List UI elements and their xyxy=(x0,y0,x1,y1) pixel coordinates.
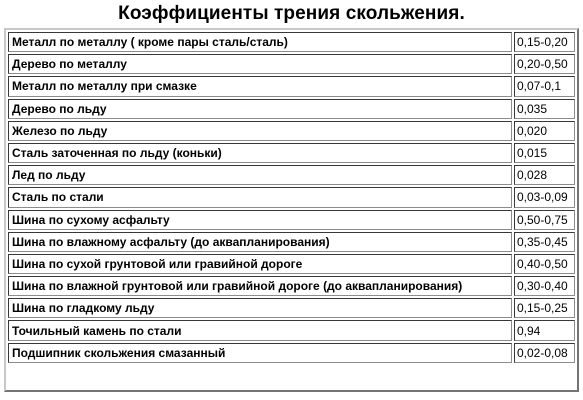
coefficient-cell: 0,020 xyxy=(514,121,575,141)
material-cell: Шина по гладкому льду xyxy=(8,298,512,318)
material-cell: Шина по влажной грунтовой или гравийной дороге (до аквапланирования) xyxy=(8,276,512,296)
material-cell: Подшипник скольжения смазанный xyxy=(8,343,512,363)
table-row xyxy=(8,165,575,185)
page-title: Коэффициенты трения скольжения. xyxy=(118,3,465,24)
material-cell: Дерево по льду xyxy=(8,99,512,119)
coefficient-cell: 0,015 xyxy=(514,143,575,163)
table-row xyxy=(8,121,575,141)
material-cell: Металл по металлу при смазке xyxy=(8,76,512,96)
coefficient-cell: 0,50-0,75 xyxy=(514,210,575,230)
table-row xyxy=(8,32,575,52)
material-cell: Шина по влажному асфальту (до аквапланирования) xyxy=(8,232,512,252)
table-row xyxy=(8,54,575,74)
material-cell: Шина по сухому асфальту xyxy=(8,210,512,230)
table-row xyxy=(8,298,575,318)
coefficient-cell: 0,03-0,09 xyxy=(514,187,575,207)
table-row xyxy=(8,99,575,119)
coefficient-cell: 0,028 xyxy=(514,165,575,185)
table-row xyxy=(8,210,575,230)
coefficient-cell: 0,07-0,1 xyxy=(514,76,575,96)
material-cell: Точильный камень по стали xyxy=(8,320,512,340)
material-cell: Шина по сухой грунтовой или гравийной дороге xyxy=(8,254,512,274)
coefficient-cell: 0,30-0,40 xyxy=(514,276,575,296)
table-row xyxy=(8,320,575,340)
coefficient-cell: 0,15-0,25 xyxy=(514,298,575,318)
coefficient-cell: 0,20-0,50 xyxy=(514,54,575,74)
material-cell: Сталь по стали xyxy=(8,187,512,207)
material-cell: Сталь заточенная по льду (коньки) xyxy=(8,143,512,163)
table-row xyxy=(8,232,575,252)
table-row xyxy=(8,187,575,207)
table-row xyxy=(8,254,575,274)
friction-table xyxy=(4,28,579,392)
table-row xyxy=(8,276,575,296)
coefficient-cell: 0,35-0,45 xyxy=(514,232,575,252)
material-cell: Железо по льду xyxy=(8,121,512,141)
material-cell: Металл по металлу ( кроме пары сталь/сталь) xyxy=(8,32,512,52)
coefficient-cell: 0,02-0,08 xyxy=(514,343,575,363)
coefficient-cell: 0,40-0,50 xyxy=(514,254,575,274)
material-cell: Дерево по металлу xyxy=(8,54,512,74)
table-row xyxy=(8,76,575,96)
table-row xyxy=(8,343,575,363)
coefficient-cell: 0,94 xyxy=(514,320,575,340)
material-cell: Лед по льду xyxy=(8,165,512,185)
table-row xyxy=(8,143,575,163)
coefficient-cell: 0,035 xyxy=(514,99,575,119)
friction-table-grid xyxy=(6,30,577,365)
coefficient-cell: 0,15-0,20 xyxy=(514,32,575,52)
